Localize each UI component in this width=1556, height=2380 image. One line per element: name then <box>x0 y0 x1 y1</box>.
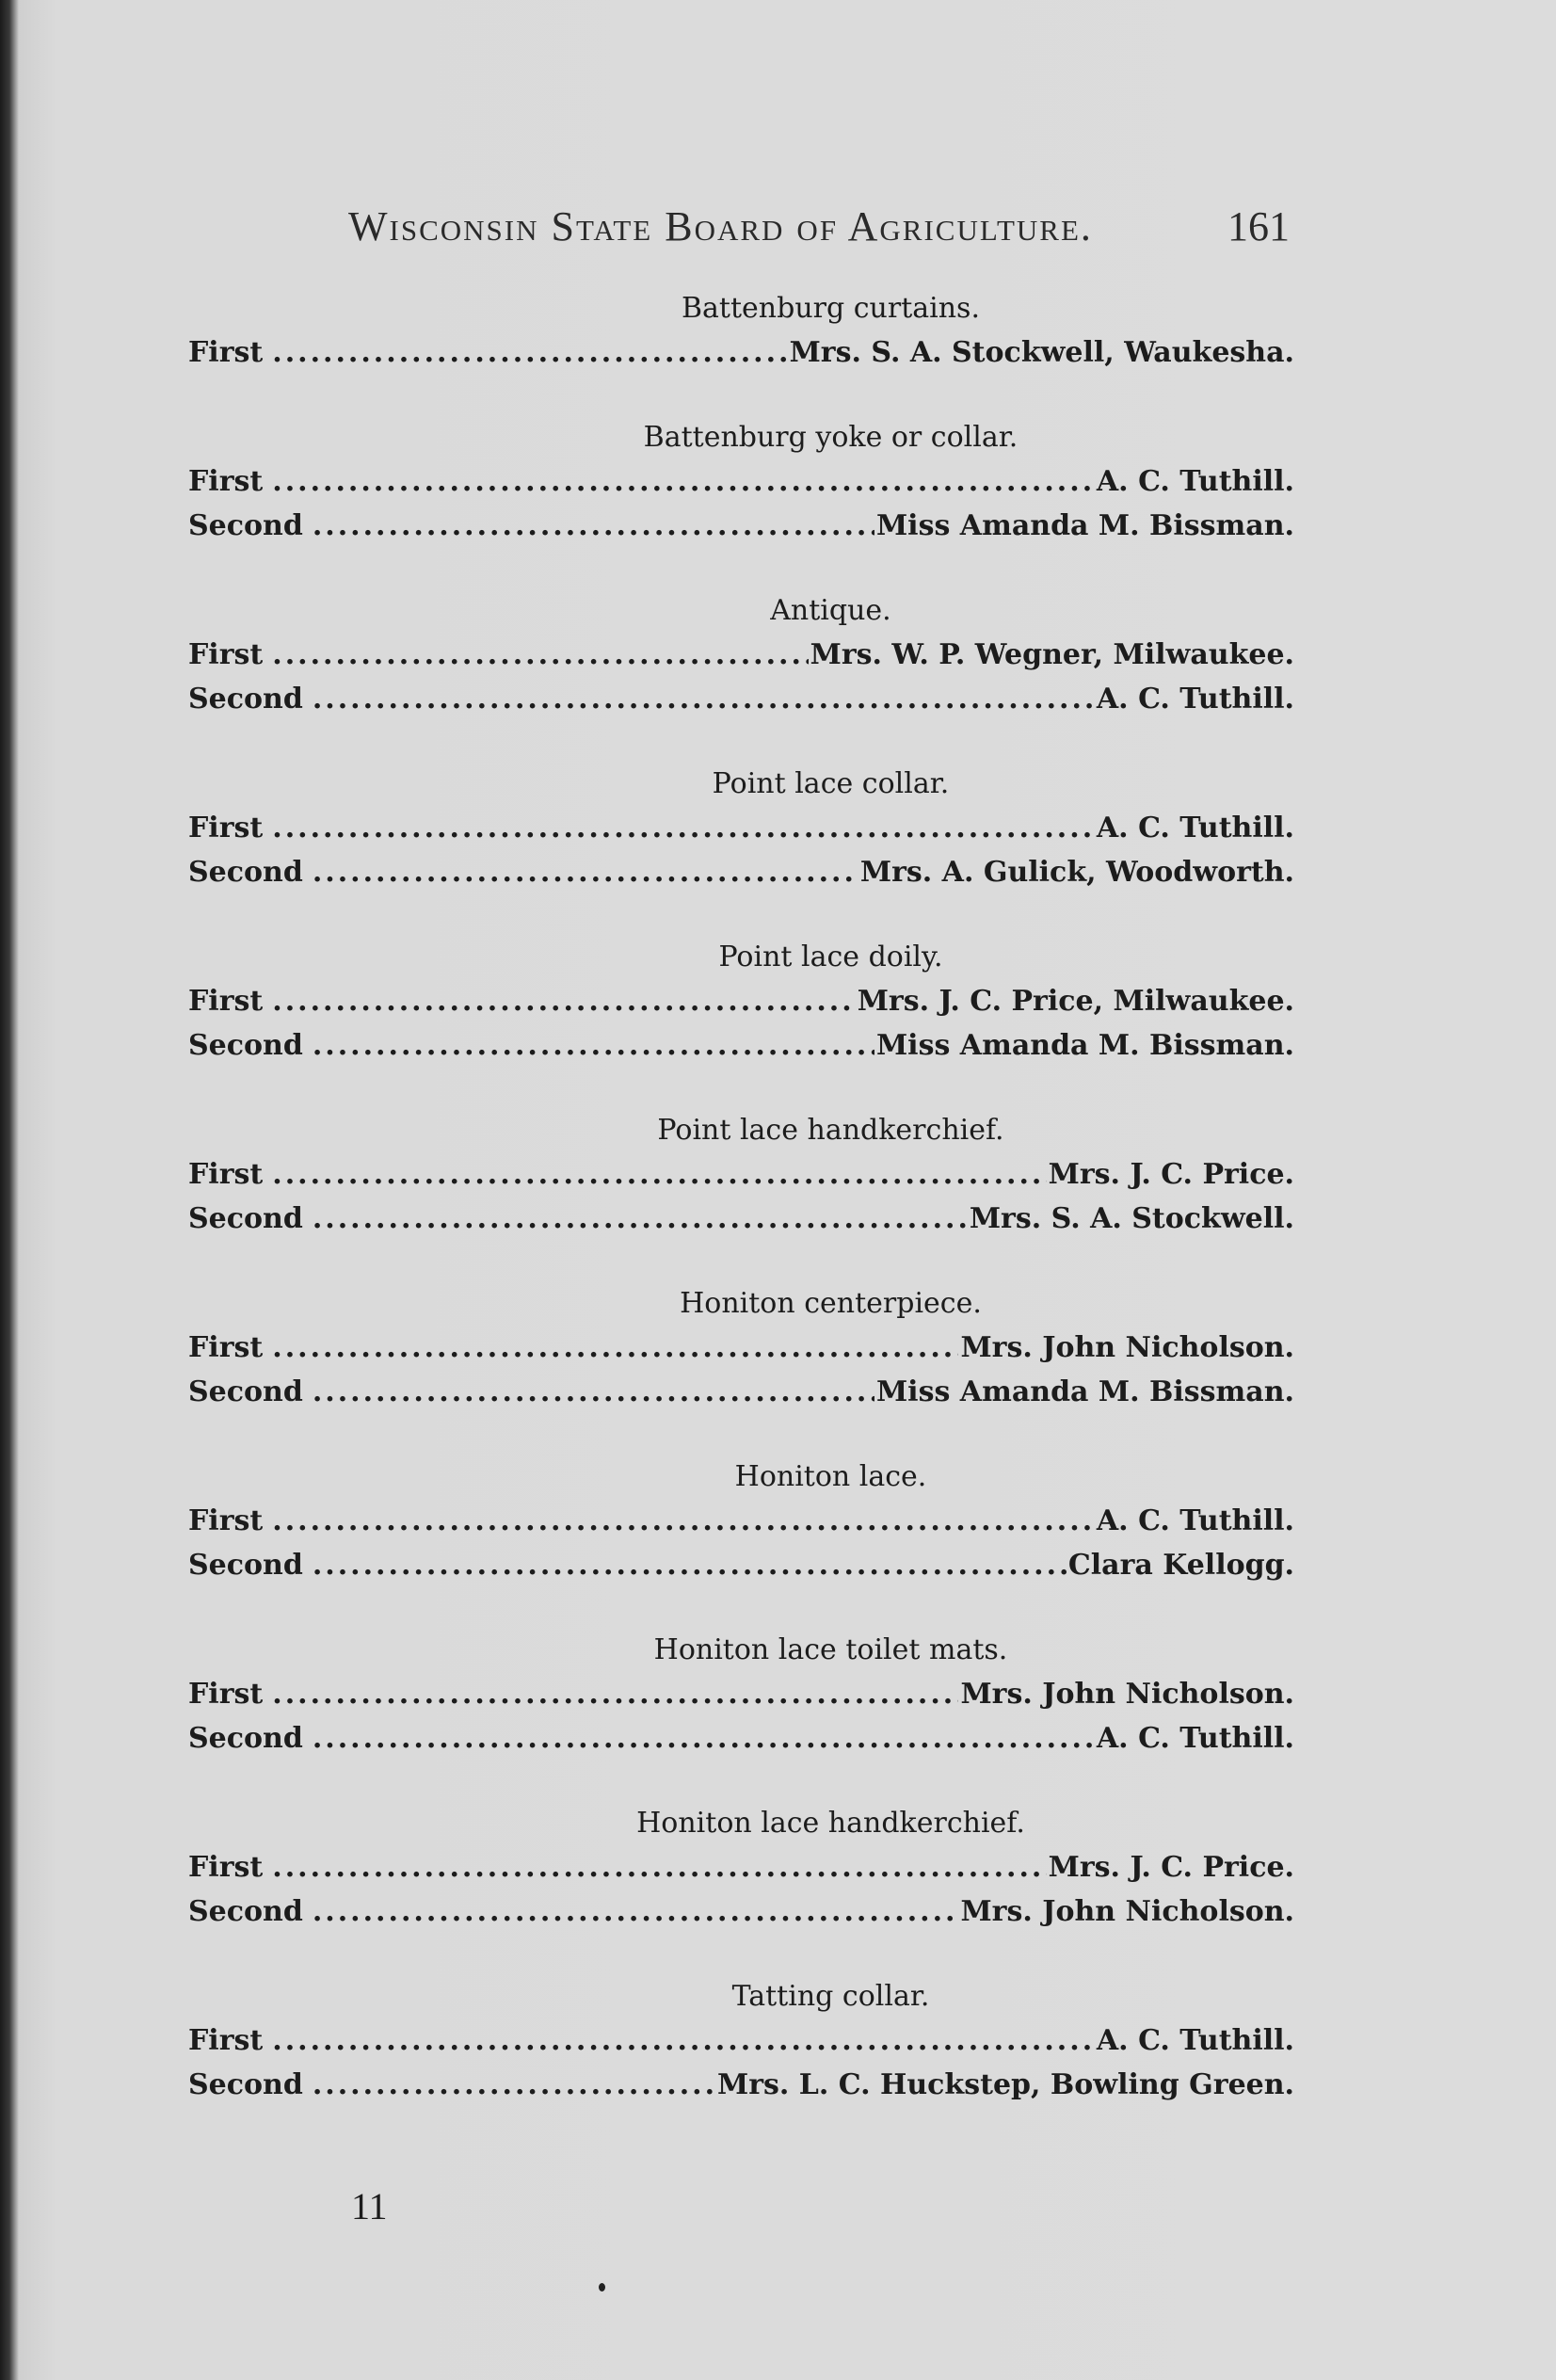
place-label: Second <box>188 1722 303 1755</box>
place-label: First <box>188 465 264 498</box>
winner-name: A. C. Tuthill. <box>1096 683 1294 716</box>
section-gap <box>188 1934 1294 1975</box>
place-label: Second <box>188 2068 303 2101</box>
dot-leader <box>272 1152 1046 1197</box>
ink-speck <box>599 2283 605 2292</box>
winner-name: Mrs. S. A. Stockwell. <box>969 1202 1294 1235</box>
section-title: Honiton centerpiece. <box>680 1287 982 1320</box>
section-gap <box>188 1414 1294 1455</box>
award-section <box>188 1282 1294 1414</box>
winner-name: Miss Amanda M. Bissman. <box>875 1375 1294 1408</box>
section-title: Point lace handkerchief. <box>657 1114 1004 1147</box>
place-label: Second <box>188 1375 303 1408</box>
winner-name: Mrs. L. C. Huckstep, Bowling Green. <box>717 2068 1294 2101</box>
section-title: Battenburg yoke or collar. <box>643 421 1019 454</box>
place-label: First <box>188 336 264 369</box>
dot-leader <box>272 1499 1095 1543</box>
dot-leader <box>313 1543 1067 1587</box>
section-gap <box>188 721 1294 763</box>
section-title: Antique. <box>770 594 891 627</box>
award-row <box>188 806 1294 850</box>
award-section <box>188 1802 1294 1934</box>
dot-leader <box>313 1716 1095 1761</box>
winner-name: Clara Kellogg. <box>1067 1549 1294 1582</box>
dot-leader <box>272 1326 958 1370</box>
section-gap <box>188 1761 1294 1802</box>
dot-leader <box>313 1197 968 1241</box>
award-section <box>188 287 1294 375</box>
dot-leader <box>272 459 1095 504</box>
section-gap <box>188 375 1294 416</box>
award-list <box>188 287 1294 2107</box>
award-row <box>188 1543 1294 1587</box>
award-row <box>188 1023 1294 1068</box>
place-label: First <box>188 638 264 671</box>
award-row <box>188 1499 1294 1543</box>
winner-name: Miss Amanda M. Bissman. <box>875 1029 1294 1062</box>
award-row <box>188 677 1294 721</box>
award-section <box>188 1975 1294 2107</box>
running-header <box>348 202 1290 250</box>
award-section <box>188 763 1294 894</box>
dot-leader <box>313 677 1095 721</box>
winner-name: A. C. Tuthill. <box>1096 465 1294 498</box>
award-row <box>188 850 1294 894</box>
place-label: First <box>188 1158 264 1191</box>
section-gap <box>188 548 1294 589</box>
award-row <box>188 1672 1294 1716</box>
place-label: First <box>188 812 264 844</box>
winner-name: Mrs. John Nicholson. <box>960 1331 1294 1364</box>
section-title: Honiton lace. <box>734 1460 927 1493</box>
winner-name: Mrs. J. C. Price. <box>1048 1158 1294 1191</box>
dot-leader <box>313 1370 874 1414</box>
place-label: First <box>188 1678 264 1711</box>
winner-name: Mrs. J. C. Price, Milwaukee. <box>857 985 1294 1018</box>
dot-leader <box>313 2063 715 2107</box>
place-label: First <box>188 2024 264 2057</box>
section-title: Point lace doily. <box>718 941 943 973</box>
award-row <box>188 1152 1294 1197</box>
award-row <box>188 330 1294 375</box>
winner-name: A. C. Tuthill. <box>1096 1504 1294 1537</box>
dot-leader <box>313 1890 959 1934</box>
award-row <box>188 633 1294 677</box>
award-row <box>188 459 1294 504</box>
dot-leader <box>272 1672 958 1716</box>
award-row <box>188 2018 1294 2063</box>
award-section <box>188 1629 1294 1761</box>
award-row <box>188 1845 1294 1890</box>
award-section <box>188 1455 1294 1587</box>
dot-leader <box>313 504 874 548</box>
winner-name: Mrs. John Nicholson. <box>960 1895 1294 1928</box>
section-gap <box>188 1068 1294 1109</box>
place-label: Second <box>188 509 303 542</box>
award-section <box>188 936 1294 1068</box>
place-label: Second <box>188 1202 303 1235</box>
award-row <box>188 1716 1294 1761</box>
page-number: 161 <box>1227 203 1290 249</box>
winner-name: Mrs. A. Gulick, Woodworth. <box>859 856 1294 889</box>
award-row <box>188 504 1294 548</box>
section-gap <box>188 1587 1294 1629</box>
section-title: Tatting collar. <box>731 1980 930 2013</box>
section-title: Honiton lace handkerchief. <box>636 1807 1025 1840</box>
winner-name: A. C. Tuthill. <box>1096 812 1294 844</box>
dot-leader <box>313 1023 874 1068</box>
dot-leader <box>272 1845 1046 1890</box>
award-section <box>188 589 1294 721</box>
winner-name: Mrs. John Nicholson. <box>960 1678 1294 1711</box>
place-label: First <box>188 1851 264 1884</box>
award-row <box>188 2063 1294 2107</box>
section-title: Honiton lace toilet mats. <box>653 1633 1008 1666</box>
place-label: First <box>188 1504 264 1537</box>
place-label: First <box>188 985 264 1018</box>
winner-name: A. C. Tuthill. <box>1096 1722 1294 1755</box>
award-row <box>188 1890 1294 1934</box>
place-label: Second <box>188 683 303 716</box>
winner-name: A. C. Tuthill. <box>1096 2024 1294 2057</box>
award-row <box>188 1197 1294 1241</box>
winner-name: Mrs. S. A. Stockwell, Waukesha. <box>789 336 1294 369</box>
award-row <box>188 979 1294 1023</box>
place-label: Second <box>188 1549 303 1582</box>
award-section <box>188 1109 1294 1241</box>
place-label: Second <box>188 1029 303 1062</box>
winner-name: Miss Amanda M. Bissman. <box>875 509 1294 542</box>
signature-mark: 11 <box>351 2185 388 2227</box>
award-row <box>188 1370 1294 1414</box>
dot-leader <box>272 2018 1095 2063</box>
place-label: Second <box>188 1895 303 1928</box>
award-section <box>188 416 1294 548</box>
winner-name: Mrs. J. C. Price. <box>1048 1851 1294 1884</box>
dot-leader <box>272 979 855 1023</box>
place-label: First <box>188 1331 264 1364</box>
section-title: Battenburg curtains. <box>682 292 980 325</box>
dot-leader <box>272 633 808 677</box>
section-gap <box>188 1241 1294 1282</box>
header-title: Wisconsin State Board of Agriculture. <box>348 203 1093 249</box>
section-gap <box>188 894 1294 936</box>
dot-leader <box>313 850 858 894</box>
winner-name: Mrs. W. P. Wegner, Milwaukee. <box>810 638 1294 671</box>
place-label: Second <box>188 856 303 889</box>
dot-leader <box>272 806 1095 850</box>
award-row <box>188 1326 1294 1370</box>
section-title: Point lace collar. <box>712 767 950 800</box>
dot-leader <box>272 330 787 375</box>
